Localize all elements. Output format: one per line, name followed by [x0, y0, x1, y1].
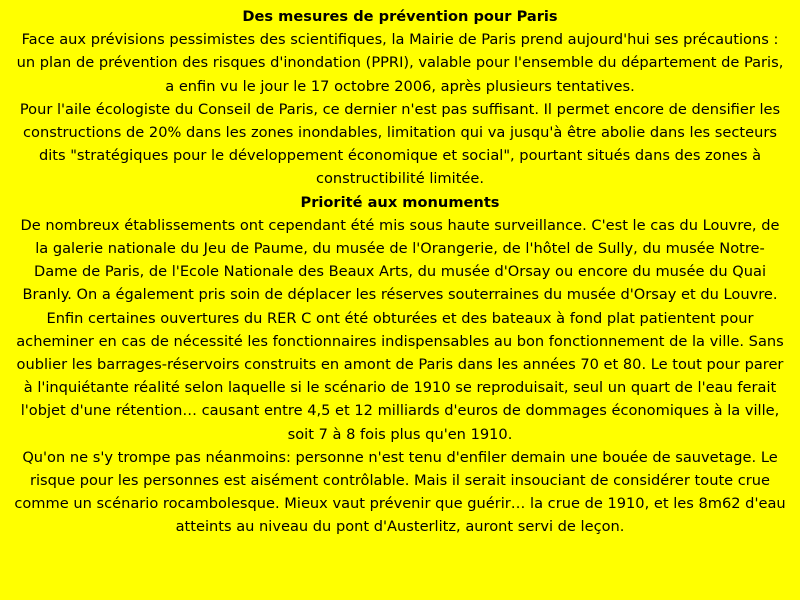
paragraph-monuments-surveillance: De nombreux établissements ont cependant été mis sous haute surveillance. C'est le cas du Louvre, de la galerie nationale du Jeu de Paume, du musée de l'Orangerie, de l'hôtel de Sully, du musée Notre-Dame de Paris, de l'Ecole Nationale des Beaux Arts, du musée d'Orsay ou encore du musée du Quai Branly. On a également pris soin de déplacer les réserves souterraines du musée d'Orsay et du Louvre. Enfin certaines ouvertures du RER C ont été obturées et des bateaux à fond plat patientent pour acheminer en cas de nécessité les fonctionnaires indispensables au bon fonctionnement de la ville. Sans oublier les barrages-réservoirs construits en amont de Paris dans les années 70 et 80. Le tout pour parer à l'inquiétante réalité selon laquelle si le scénario de 1910 se reproduisait, seul un quart de l'eau ferait l'objet d'une rétention… causant entre 4,5 et 12 milliards d'euros de dommages économiques à la ville, soit 7 à 8 fois plus qu'en 1910. — [16, 216, 784, 443]
paragraph-conclusion: Qu'on ne s'y trompe pas néanmoins: personne n'est tenu d'enfiler demain une bouée de sauvetage. Le risque pour les personnes est aisément contrôlable. Mais il serait insouciant de considérer toute crue comme un scénario rocambolesque. Mieux vaut prévenir que guérir… la crue de 1910, et les 8m62 d'eau atteints au niveau du pont d'Austerlitz, auront servi de leçon. — [14, 448, 786, 536]
paragraph-ppri: Face aux prévisions pessimistes des scientifiques, la Mairie de Paris prend aujourd'hui ses précautions : un plan de prévention des risques d'inondation (PPRI), valable pour l'ensemble du département de Paris, a enfin vu le jour le 17 octobre 2006, après plusieurs tentatives. — [16, 31, 784, 95]
section-heading-monuments: Priorité aux monuments — [300, 193, 500, 211]
paragraph-ecologist-critique: Pour l'aile écologiste du Conseil de Paris, ce dernier n'est pas suffisant. Il permet encore de densifier les constructions de 20% dans les zones inondables, limitation qui va jusqu'à être abolie dans les secteurs dits "stratégiques pour le développement économique et social", pourtant situés dans des zones à constructibilité limitée. — [19, 100, 781, 188]
section-heading-prevention: Des mesures de prévention pour Paris — [242, 8, 558, 25]
